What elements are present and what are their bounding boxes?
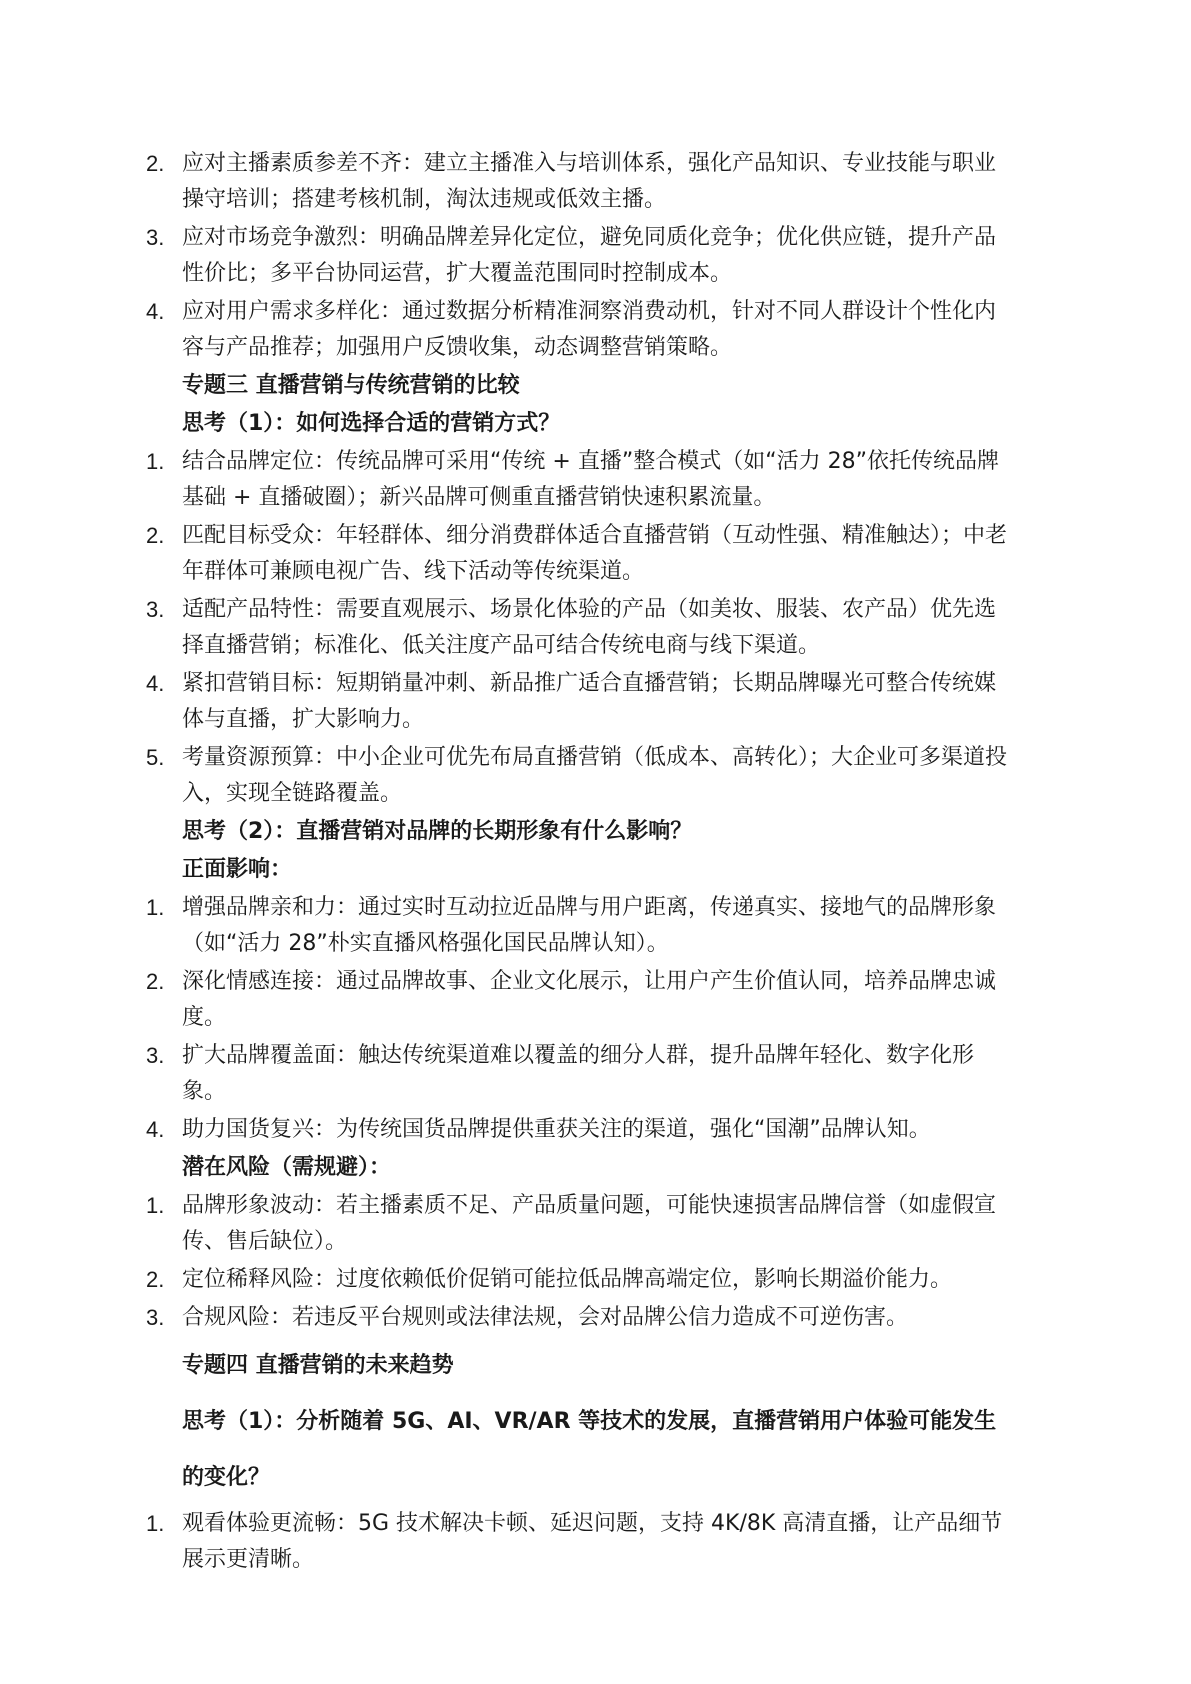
list-number: 2. [146, 969, 165, 994]
list-text: 深化情感连接：通过品牌故事、企业文化展示，让用户产生价值认同，培养品牌忠诚度。 [182, 969, 997, 1030]
list-item [146, 666, 1016, 738]
list-number: 1. [146, 449, 165, 474]
list-number: 4. [146, 671, 165, 696]
list-text: 增强品牌亲和力：通过实时互动拉近品牌与用户距离，传递真实、接地气的品牌形象（如“活力 28”朴实直播风格强化国民品牌认知）。 [182, 895, 997, 956]
list-text: 适配产品特性：需要直观展示、场景化体验的产品（如美妆、服装、农产品）优先选择直播营销；标准化、低关注度产品可结合传统电商与线下渠道。 [182, 597, 997, 658]
list-number: 4. [146, 1117, 165, 1142]
list-item [146, 1112, 1016, 1148]
list-item [146, 294, 1016, 366]
subheading-risk: 潜在风险（需规避）： [182, 1155, 392, 1180]
topic-heading: 专题四 直播营销的未来趋势 [182, 1353, 454, 1378]
list-number: 5. [146, 745, 165, 770]
list-item [146, 592, 1016, 664]
document-body [146, 146, 1016, 1580]
list-text: 品牌形象波动：若主播素质不足、产品质量问题，可能快速损害品牌信誉（如虚假宣传、售后缺位）。 [182, 1193, 997, 1254]
list-number: 1. [146, 1193, 165, 1218]
list-text: 匹配目标受众：年轻群体、细分消费群体适合直播营销（互动性强、精准触达）；中老年群体可兼顾电视广告、线下活动等传统渠道。 [182, 523, 1008, 584]
list-text: 结合品牌定位：传统品牌可采用“传统 + 直播”整合模式（如“活力 28”依托传统品牌基础 + 直播破圈）；新兴品牌可侧重直播营销快速积累流量。 [182, 449, 999, 510]
list-item [146, 1188, 1016, 1260]
list-text: 扩大品牌覆盖面：触达传统渠道难以覆盖的细分人群，提升品牌年轻化、数字化形象。 [182, 1043, 975, 1104]
list-item [146, 220, 1016, 292]
list-text: 定位稀释风险：过度依赖低价促销可能拉低品牌高端定位，影响长期溢价能力。 [182, 1267, 953, 1292]
list-number: 3. [146, 1043, 165, 1068]
list-text: 应对市场竞争激烈：明确品牌差异化定位，避免同质化竞争；优化供应链，提升产品性价比；多平台协同运营，扩大覆盖范围同时控制成本。 [182, 225, 997, 286]
list-item [146, 146, 1016, 218]
topic-heading: 专题三 直播营销与传统营销的比较 [182, 373, 520, 398]
list-item [146, 890, 1016, 962]
list-item [146, 964, 1016, 1036]
list-number: 3. [146, 597, 165, 622]
list-number: 3. [146, 225, 165, 250]
list-text: 合规风险：若违反平台规则或法律法规，会对品牌公信力造成不可逆伤害。 [182, 1305, 909, 1330]
list-item [146, 1300, 1016, 1336]
list-item [146, 740, 1016, 812]
list-number: 1. [146, 1511, 165, 1536]
list-number: 2. [146, 523, 165, 548]
list-item [146, 1506, 1016, 1578]
list-number: 2. [146, 151, 165, 176]
subheading-positive: 正面影响： [182, 857, 293, 882]
list-text: 应对用户需求多样化：通过数据分析精准洞察消费动机，针对不同人群设计个性化内容与产品推荐；加强用户反馈收集，动态调整营销策略。 [182, 299, 997, 360]
list-item [146, 518, 1016, 590]
list-item [146, 1038, 1016, 1110]
question-heading-line1: 思考（1）：分析随着 5G、AI、VR/AR 等技术的发展，直播营销用户体验可能发生 [182, 1409, 997, 1434]
list-number: 2. [146, 1267, 165, 1292]
question-heading: 思考（2）：直播营销对品牌的长期形象有什么影响？ [182, 819, 693, 844]
list-text: 考量资源预算：中小企业可优先布局直播营销（低成本、高转化）；大企业可多渠道投入，实现全链路覆盖。 [182, 745, 1008, 806]
list-text: 应对主播素质参差不齐：建立主播准入与培训体系，强化产品知识、专业技能与职业操守培训；搭建考核机制，淘汰违规或低效主播。 [182, 151, 997, 212]
list-item [146, 444, 1016, 516]
list-number: 3. [146, 1305, 165, 1330]
list-text: 观看体验更流畅：5G 技术解决卡顿、延迟问题，支持 4K/8K 高清直播，让产品细节展示更清晰。 [182, 1511, 1003, 1572]
list-number: 4. [146, 299, 165, 324]
question-heading-line2: 的变化？ [182, 1465, 271, 1490]
list-text: 紧扣营销目标：短期销量冲刺、新品推广适合直播营销；长期品牌曝光可整合传统媒体与直播，扩大影响力。 [182, 671, 997, 732]
question-heading: 思考（1）：如何选择合适的营销方式？ [182, 411, 561, 436]
list-number: 1. [146, 895, 165, 920]
list-text: 助力国货复兴：为传统国货品牌提供重获关注的渠道，强化“国潮”品牌认知。 [182, 1117, 931, 1142]
list-item [146, 1262, 1016, 1298]
